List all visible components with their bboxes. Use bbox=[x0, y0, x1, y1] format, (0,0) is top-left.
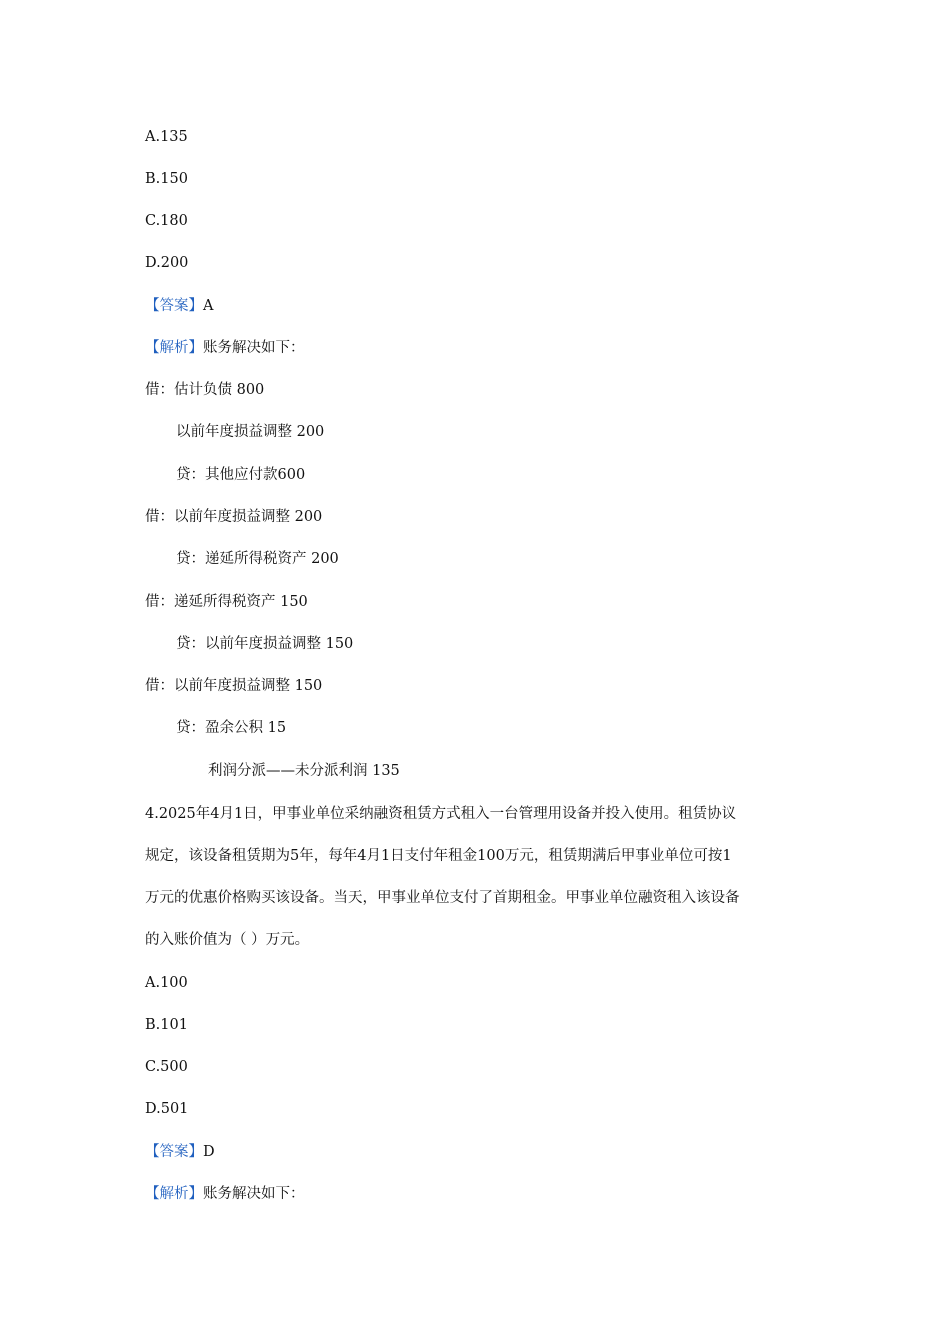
q4-option-b: B.101 bbox=[145, 1017, 188, 1033]
journal-entry: 贷：其他应付款600 bbox=[176, 467, 306, 483]
q4-analysis-intro: 账务解决如下： bbox=[203, 1186, 305, 1202]
q4-question bbox=[145, 793, 805, 961]
q3-option-d: D.200 bbox=[145, 255, 189, 271]
journal-entry: 借：以前年度损益调整 150 bbox=[145, 678, 323, 694]
journal-entry: 借：递延所得税资产 150 bbox=[145, 594, 308, 610]
q3-analysis-intro: 账务解决如下： bbox=[203, 340, 305, 356]
q4-option-a: A.100 bbox=[145, 975, 188, 991]
q3-analysis-line bbox=[145, 338, 305, 358]
q4-analysis-line bbox=[145, 1184, 305, 1204]
journal-entry: 借：估计负债 800 bbox=[145, 382, 265, 398]
q3-answer-line bbox=[145, 296, 213, 316]
q3-option-a: A.135 bbox=[145, 129, 188, 145]
q4-analysis-tag: 【解析】 bbox=[145, 1186, 203, 1202]
q4-question-line: 万元的优惠价格购买该设备。当天，甲事业单位支付了首期租金。甲事业单位融资租入该设备 bbox=[145, 890, 740, 906]
q4-answer-line bbox=[145, 1142, 215, 1162]
q4-option-d: D.501 bbox=[145, 1101, 189, 1117]
q4-option-c: C.500 bbox=[145, 1059, 188, 1075]
q3-analysis-tag: 【解析】 bbox=[145, 340, 203, 356]
journal-entry: 以前年度损益调整 200 bbox=[176, 424, 325, 440]
q4-answer-value: D bbox=[203, 1144, 215, 1160]
q3-option-c: C.180 bbox=[145, 213, 188, 229]
journal-entry: 贷：盈余公积 15 bbox=[176, 720, 287, 736]
q3-option-b: B.150 bbox=[145, 171, 188, 187]
journal-entry: 借：以前年度损益调整 200 bbox=[145, 509, 323, 525]
q4-question-line: 规定，该设备租赁期为5年，每年4月1日支付年租金100万元，租赁期满后甲事业单位可按1 bbox=[145, 848, 732, 864]
q3-answer-value: A bbox=[203, 298, 214, 314]
q4-answer-tag: 【答案】 bbox=[145, 1144, 203, 1160]
journal-entry: 贷：递延所得税资产 200 bbox=[176, 551, 339, 567]
journal-entry: 利润分派——未分派利润 135 bbox=[208, 763, 400, 779]
q4-question-line: 的入账价值为（ ）万元。 bbox=[145, 932, 310, 948]
q4-question-line: 4.2025年4月1日，甲事业单位采纳融资租赁方式租入一台管理用设备并投入使用。租赁协议 bbox=[145, 806, 737, 822]
q3-answer-tag: 【答案】 bbox=[145, 298, 203, 314]
journal-entry: 贷：以前年度损益调整 150 bbox=[176, 636, 354, 652]
